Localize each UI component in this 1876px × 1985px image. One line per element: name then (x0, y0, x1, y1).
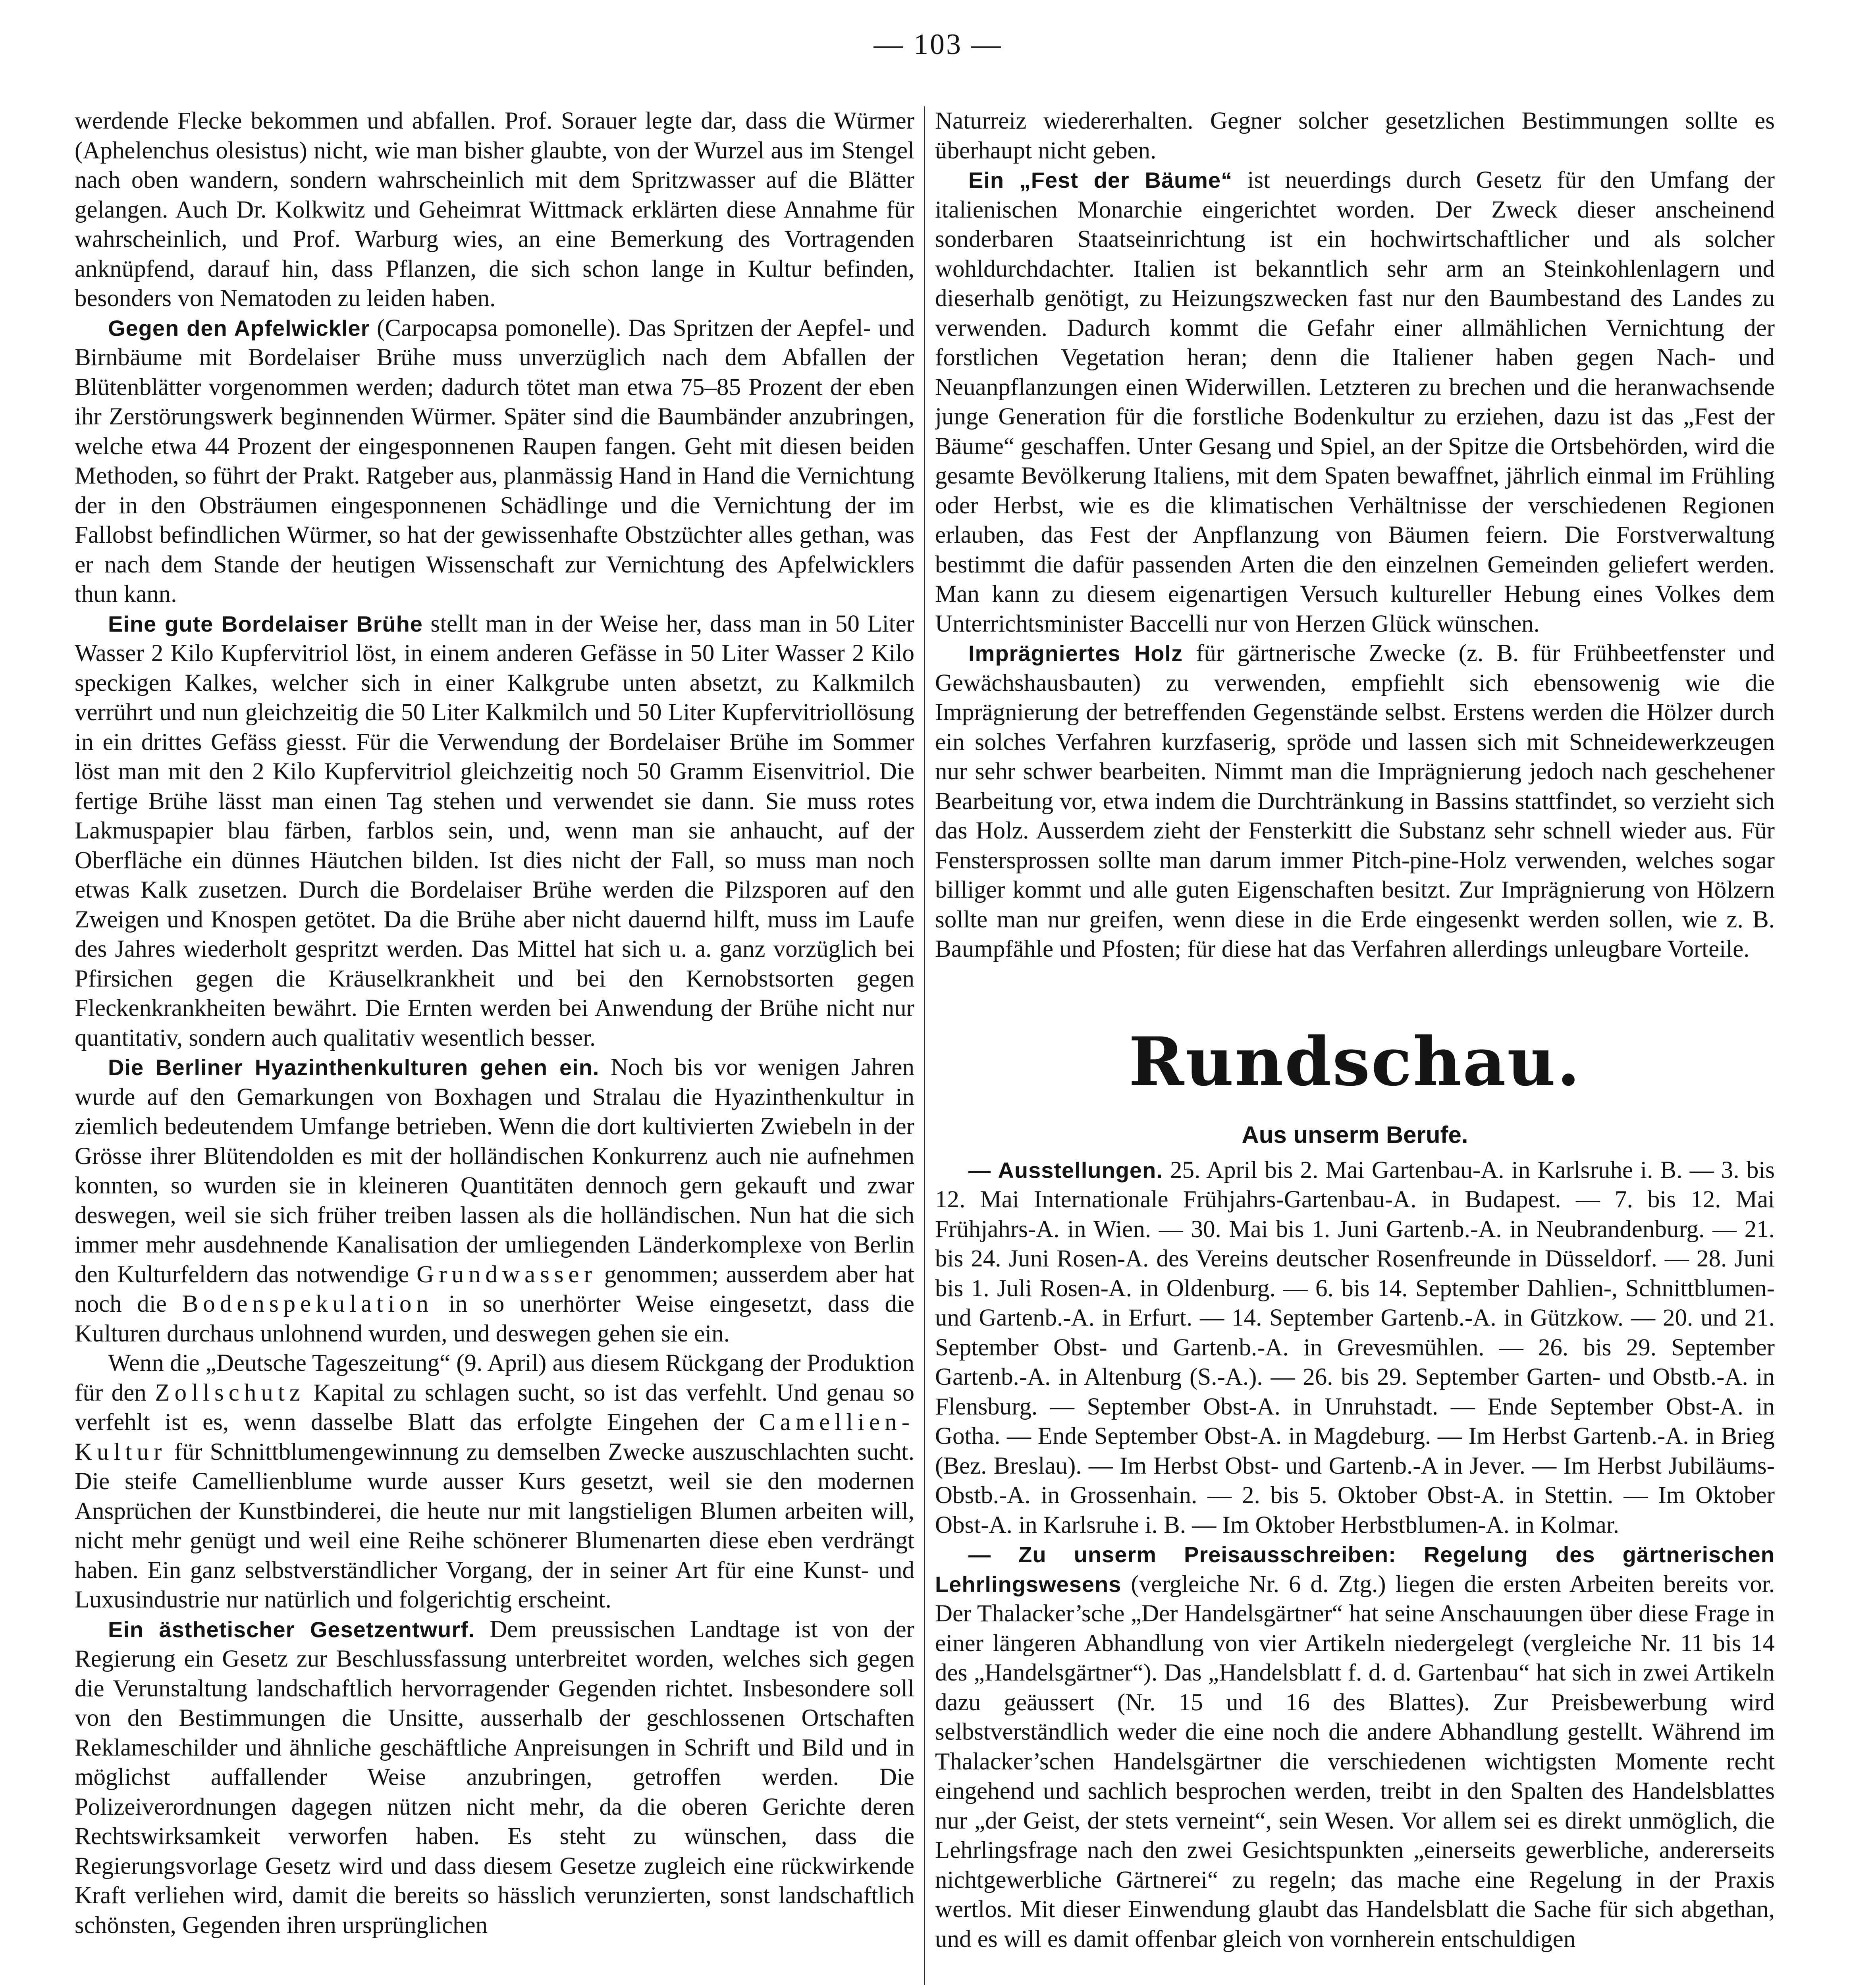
heading-ausstellungen: — Ausstellungen. (968, 1157, 1163, 1183)
heading-bordelaiser-bruehe: Eine gute Bordelaiser Brühe (108, 611, 423, 636)
body-hyazinthen-1: Noch bis vor wenigen Jahren wurde auf den Gemarkungen von Boxhagen und Stralau die Hyazinthenkultur in ziemlich bedeutendem Umfange betrieben. Wenn die dort kultivierten Zwiebeln in der Grösse ihrer Blütendolden es mit der holländischen Konkurrenz auch nie aufnehmen konnten, so wurden sie in kleineren Quantitäten dennoch gern gekauft und zwar deswegen, weil sie sich früher treiben lassen als die holländischen. Nun hat die sich immer mehr ausdehnende Kanalisation der umliegenden Länderkomplexe von Berlin den Kulturfeldern das notwendige (75, 1054, 914, 1288)
heading-hyazinthenkulturen: Die Berliner Hyazinthenkulturen gehen ein. (108, 1055, 600, 1080)
article-nematoden-continued: werdende Flecke bekommen und abfallen. Prof. Sorauer legte dar, dass die Würmer (Aphelenchus olesistus) nicht, wie man bisher glaubte, von der Wurzel aus im Stengel nach oben wandern, sondern wahrscheinlich mit dem Spritzwasser auf die Blätter gelangen. Auch Dr. Kolkwitz und Geheimrat Wittmack erklärten diese Annahme für wahrscheinlich, und Prof. Warburg wies, an eine Bemerkung des Vortragenden anknüpfend, darauf hin, dass Pflanzen, die sich schon lange in Kultur befinden, besonders von Nematoden zu leiden haben. (75, 108, 914, 312)
heading-fest-der-baeume: Ein „Fest der Bäume“ (968, 168, 1233, 193)
spaced-bodenspekulation: Bodenspekulation (182, 1291, 434, 1317)
heading-gesetzentwurf: Ein ästhetischer Gesetzentwurf. (108, 1617, 475, 1642)
left-column (75, 106, 914, 1985)
spaced-grundwasser: Grundwasser (416, 1261, 597, 1288)
article-ausstellungen (935, 1156, 1775, 1540)
body-hyazinthen-2: genommen; ausserdem aber hat noch die (75, 1261, 914, 1317)
body-preisausschreiben: (vergleiche Nr. 6 d. Ztg.) liegen die ersten Arbeiten bereits vor. Der Thalacker’sche „Der Handelsgärtner“ hat seine Anschauungen über diese Frage in einer längeren Abhandlung von vier Artikeln niedergelegt (vergleiche Nr. 11 bis 14 des „Handelsgärtner“). Das „Handelsblatt f. d. d. Gartenbau“ hat sich in zwei Artikeln dazu geäussert (Nr. 15 und 16 des Blattes). Zur Preisbewerbung wird selbstverständlich weder die eine noch die andere Abhandlung gestellt. Während im Thalacker’schen Handelsgärtner die verschiedenen wichtigsten Momente recht eingehend und sachlich besprochen werden, treibt in den Spalten des Handelsblattes nur „der Geist, der stets verneint“, sein Wesen. Vor allem sei es direkt unmöglich, die Lehrlingsfrage nach den zwei Gesichtspunkten „einerseits gewerbliche, andererseits nichtgewerbliche Gärtnerei“ zu regeln; das mache eine Regelung in der Praxis wertlos. Mit dieser Einwendung glaubt das Handelsblatt die Sache für sich abgethan, und es will es damit offenbar gleich von vornherein entschuldigen (935, 1571, 1775, 1952)
body-tageszeitung-3: für Schnittblumengewinnung zu demselben Zwecke auszuschlachten sucht. Die steife Camellienblume wurde ausser Kurs gesetzt, weil sie den modernen Ansprüchen der Kunstbinderei, die heute nur mit langstieligen Blumen arbeiten will, nicht mehr genügt und weil eine Reihe schönerer Blumenarten diese eben verdrängt haben. Ein ganz selbstverständlicher Vorgang, der in seiner Art für eine Kunst- und Luxusindustrie nur natürlich und folgerichtig erscheint. (75, 1438, 914, 1613)
article-fest-der-baeume (935, 166, 1775, 639)
article-gesetzentwurf (75, 1615, 914, 1941)
body-bordelaiser-bruehe: stellt man in der Weise her, dass man in 50 Liter Wasser 2 Kilo Kupfervitriol löst, in einem anderen Gefässe in 50 Liter Wasser 2 Kilo speckigen Kalkes, welcher sich in einer Kalkgrube unten absetzt, zu Kalkmilch verrührt und nun gleichzeitig die 50 Liter Kalkmilch und 50 Liter Kupfervitriollösung in ein drittes Gefäss giesst. Für die Verwendung der Bordelaiser Brühe im Sommer löst man mit den 2 Kilo Kupfervitriol gleichzeitig noch 50 Gramm Eisenvitriol. Die fertige Brühe lässt man einen Tag stehen und verwendet sie dann. Sie muss rotes Lakmuspapier blau färben, farblos sein, und, wenn man sie anhaucht, auf der Oberfläche ein dünnes Häutchen bilden. Ist dies nicht der Fall, so muss man noch etwas Kalk zusetzen. Durch die Bordelaiser Brühe werden die Pilzsporen auf den Zweigen und Knospen getötet. Da die Brühe aber nicht dauernd hilft, muss im Laufe des Jahres wiederholt gespritzt werden. Das Mittel hat sich u. a. ganz vorzüglich bei Pfirsichen gegen die Kräuselkrankheit und bei den Kernobstsorten gegen Fleckenkrankheiten bewährt. Die Ernten werden bei Anwendung der Brühe nicht nur quantitativ, sondern auch qualitativ wesentlich besser. (75, 610, 914, 1051)
heading-preisausschreiben: — Zu unserm Preisausschreiben: Regelung des gärtnerischen Lehrlingswesens (935, 1542, 1775, 1597)
body-gesetzentwurf: Dem preussischen Landtage ist von der Regierung ein Gesetz zur Beschlussfassung unterbreitet worden, welches sich gegen die Verunstaltung landschaftlich hervorragender Gegenden richtet. Insbesondere soll von den Bestimmungen die Unsitte, ausserhalb der geschlossenen Ortschaften Reklameschilder und ähnliche geschäftliche Anpreisungen in Schrift und Bild und in möglichst auffallender Weise anzubringen, getroffen werden. Die Polizeiverordnungen dagegen nützen nicht mehr, da die oberen Gerichte deren Rechtswirksamkeit verworfen haben. Es steht zu wünschen, dass die Regierungsvorlage Gesetz wird und dass diesem Gesetze zugleich eine rückwirkende Kraft verliehen wird, damit die bereits so hässlich verunzierten, sonst landschaftlich schönsten, Gegenden ihren ursprünglichen (75, 1616, 914, 1939)
spaced-camellien-kultur: Camellien-Kultur (75, 1409, 914, 1465)
article-apfelwickler (75, 314, 914, 609)
body-tageszeitung-1: Wenn die „Deutsche Tageszeitung“ (9. April) aus diesem Rückgang der Produktion für den (75, 1350, 914, 1406)
heading-impraegniertes-holz: Imprägniertes Holz (968, 641, 1183, 666)
body-ausstellungen: 25. April bis 2. Mai Gartenbau-A. in Karlsruhe i. B. — 3. bis 12. Mai Internationale Frühjahrs-Gartenbau-A. in Budapest. — 7. bis 12. Mai Frühjahrs-A. in Wien. — 30. Mai bis 1. Juni Gartenb.-A. in Neubrandenburg. — 21. bis 24. Juni Rosen-A. des Vereins deutscher Rosenfreunde in Düsseldorf. — 28. Juni bis 1. Juli Rosen-A. in Oldenburg. — 6. bis 14. September Dahlien-, Schnittblumen- und Gartenb.-A. in Erfurt. — 14. September Gartenb.-A. in Gützkow. — 20. und 21. September Obst- und Gartenb.-A. in Grevesmühlen. — 26. bis 29. September Gartenb.-A. in Altenburg (S.-A.). — 26. bis 29. September Garten- und Obstb.-A. in Flensburg. — September Obst-A. in Unruhstadt. — Ende September Obst-A. in Gotha. — Ende September Obst-A. in Magdeburg. — Im Herbst Gartenb.-A. in Brieg (Bez. Breslau). — Im Herbst Obst- und Gartenb.-A in Jever. — Im Herbst Jubiläums-Obstb.-A. in Grossenhain. — 2. bis 5. Oktober Obst-A. in Stettin. — Im Oktober Obst-A. in Karlsruhe i. B. — Im Oktober Herbstblumen-A. in Kolmar. (935, 1156, 1775, 1538)
article-gesetzentwurf-continued: Naturreiz wiedererhalten. Gegner solcher gesetzlichen Bestimmungen sollte es überhaupt nicht geben. (935, 108, 1775, 164)
body-apfelwickler: (Carpocapsa pomonelle). Das Spritzen der Aepfel- und Birnbäume mit Bordelaiser Brühe muss unverzüglich nach dem Abfallen der Blütenblätter vorgenommen werden; dadurch tötet man etwa 75–85 Prozent der eben ihr Zerstörungswerk beginnenden Würmer. Später sind die Baumbänder anzubringen, welche etwa 44 Prozent der eingesponnenen Raupen fangen. Geht mit diesen beiden Methoden, so führt der Prakt. Ratgeber aus, planmässig Hand in Hand die Vernichtung der in den Obsträumen eingesponnenen Schädlinge und die Vernichtung der im Fallobst befindlichen Würmer, so hat der gewissenhafte Obstzüchter alles gethan, was er nach dem Stande der heutigen Wissenschaft zur Vernichtung des Apfelwicklers thun kann. (75, 314, 914, 607)
article-tageszeitung (75, 1349, 914, 1615)
body-hyazinthen-3: in so unerhörter Weise eingesetzt, dass die Kulturen durchaus unlohnend wurden, und deswegen gehen sie ein. (75, 1291, 914, 1347)
article-bordelaiser-bruehe (75, 609, 914, 1053)
article-impraegniertes-holz (935, 639, 1775, 964)
column-divider (924, 106, 925, 1985)
article-preisausschreiben (935, 1540, 1775, 1954)
body-impraegniertes-holz: für gärtnerische Zwecke (z. B. für Frühbeetfenster und Gewächshausbauten) zu verwenden, empfiehlt sich ebensowenig wie die Imprägnierung der betreffenden Gegenstände selbst. Erstens werden die Hölzer durch ein solches Verfahren kurzfaserig, spröde und lassen sich mit Schneidewerkzeugen nur sehr schwer bearbeiten. Nimmt man die Imprägnierung jedoch nach geschehener Bearbeitung vor, etwa indem die Durchtränkung in Bassins stattfindet, so verzieht sich das Holz. Ausserdem zieht der Fensterkitt die Substanz sehr schnell wieder aus. Für Fenstersprossen sollte man darum immer Pitch-pine-Holz verwenden, welches sogar billiger kommt und alle guten Eigenschaften besitzt. Zur Imprägnierung von Hölzern sollte man nur greifen, wenn diese in die Erde eingesenkt werden sollen, wie z. B. Baumpfähle und Pfosten; für diese hat das Verfahren allerdings unleugbare Vorteile. (935, 640, 1775, 962)
section-masthead-rundschau: Rundschau. (1128, 1022, 1581, 1101)
spaced-zollschutz: Zollschutz (155, 1379, 305, 1406)
body-tageszeitung-2: Kapital zu schlagen sucht, so ist das verfehlt. Und genau so verfehlt ist es, wenn dasselbe Blatt das erfolgte Eingehen der (75, 1379, 914, 1436)
page-number: — 103 — (873, 28, 1003, 61)
subsection-title: Aus unserm Berufe. (1242, 1121, 1468, 1148)
right-column (935, 106, 1775, 1985)
body-fest-der-baeume: ist neuerdings durch Gesetz für den Umfang der italienischen Monarchie eingerichtet worden. Der Zweck dieser anscheinend sonderbaren Staatseinrichtung ist ein hochwirtschaftlicher und als solcher wohldurchdachter. Italien ist bekanntlich sehr arm an Steinkohlenlagern und dieserhalb genötigt, zu Heizungszwecken fast nur den Baumbestand des Landes zu verwenden. Dadurch kommt die Gefahr einer allmählichen Vernichtung der forstlichen Vegetation heran; denn die Italiener haben gegen Nach- und Neuanpflanzungen einen Widerwillen. Letzteren zu brechen und die heranwachsende junge Generation für die forstliche Bodenkultur zu erziehen, dazu ist das „Fest der Bäume“ geschaffen. Unter Gesang und Spiel, an der Spitze die Ortsbehörden, wird die gesamte Bevölkerung Italiens, mit dem Spaten bewaffnet, jährlich einmal im Frühling oder Herbst, wie es die klimatischen Verhältnisse der verschiedenen Regionen erlauben, das Fest der Anpflanzung von Bäumen feiern. Die Forstverwaltung bestimmt die dafür passenden Arten die den einzelnen Gemeinden geliefert werden. Man kann zu diesem eigenartigen Versuch kultureller Hebung eines Volkes dem Unterrichtsminister Baccelli nur von Herzen Glück wünschen. (935, 167, 1775, 637)
article-hyazinthenkulturen (75, 1053, 914, 1349)
heading-apfelwickler: Gegen den Apfelwickler (108, 315, 370, 341)
